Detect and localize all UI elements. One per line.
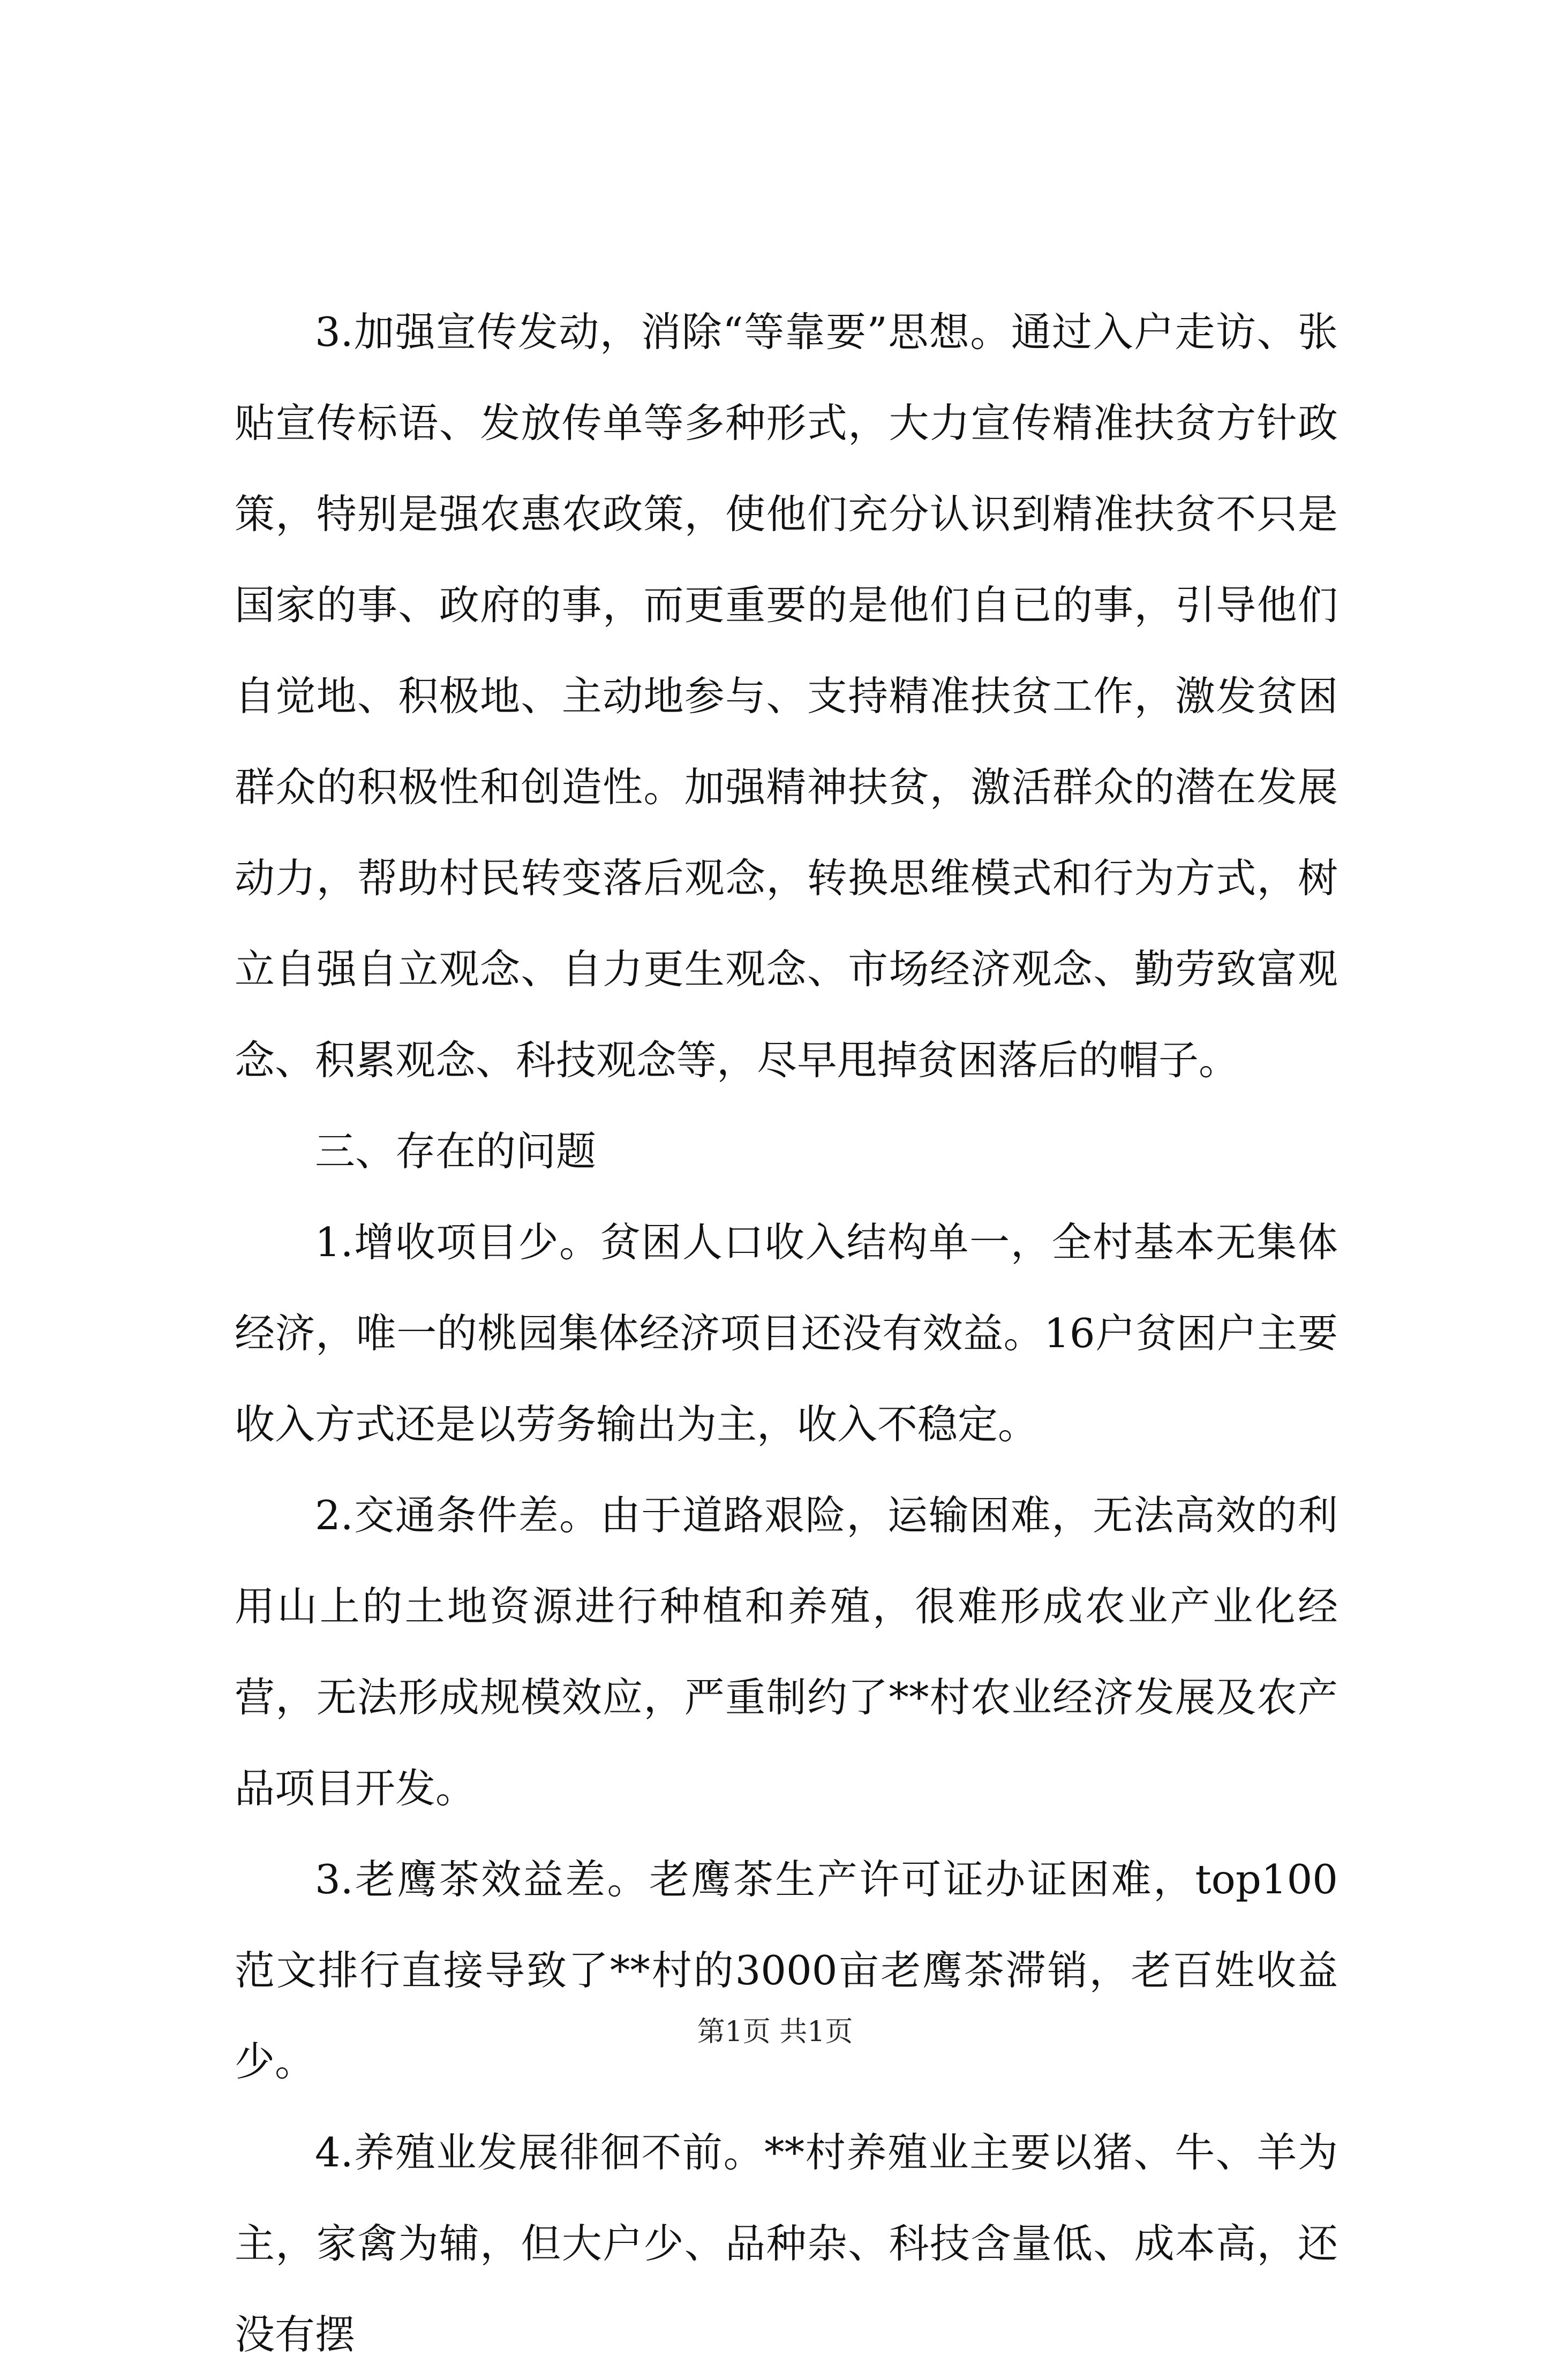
- paragraph-publicity: 3.加强宣传发动，消除“等靠要”思想。通过入户走访、张贴宣传标语、发放传单等多种形式，大力宣传精准扶贫方针政策，特别是强农惠农政策，使他们充分认识到精准扶贫不只是国家的事、政府的事，而更重要的是他们自已的事，引导他们自觉地、积极地、主动地参与、支持精准扶贫工作，激发贫困群众的积极性和创造性。加强精神扶贫，激活群众的潜在发展动力，帮助村民转变落后观念，转换思维模式和行为方式，树立自强自立观念、自力更生观念、市场经济观念、勤劳致富观念、积累观念、科技观念等，尽早甩掉贫困落后的帽子。: [235, 308, 1338, 1084]
- paragraph-transport: 2.交通条件差。由于道路艰险，运输困难，无法高效的利用山上的土地资源进行种植和养殖，很难形成农业产业化经营，无法形成规模效应，严重制约了**村农业经济发展及农产品项目开发。: [235, 1492, 1338, 1812]
- paragraph-income-projects: 1.增收项目少。贫困人口收入结构单一，全村基本无集体经济，唯一的桃园集体经济项目还没有效益。16户贫困户主要收入方式还是以劳务输出为主，收入不稳定。: [235, 1219, 1338, 1448]
- paragraph-livestock: 4.养殖业发展徘徊不前。**村养殖业主要以猪、牛、羊为主，家禽为辅，但大户少、品种杂、科技含量低、成本高，还没有摆: [235, 2129, 1338, 2358]
- page-footer: 第1页 共1页: [697, 2016, 853, 2048]
- document-body: [235, 286, 1338, 2380]
- paragraph-tea: 3.老鹰茶效益差。老鹰茶生产许可证办证困难，top100范文排行直接导致了**村的3000亩老鹰茶滞销，老百姓收益少。: [235, 1856, 1338, 2085]
- section-heading-problems: 三、存在的问题: [315, 1128, 597, 1175]
